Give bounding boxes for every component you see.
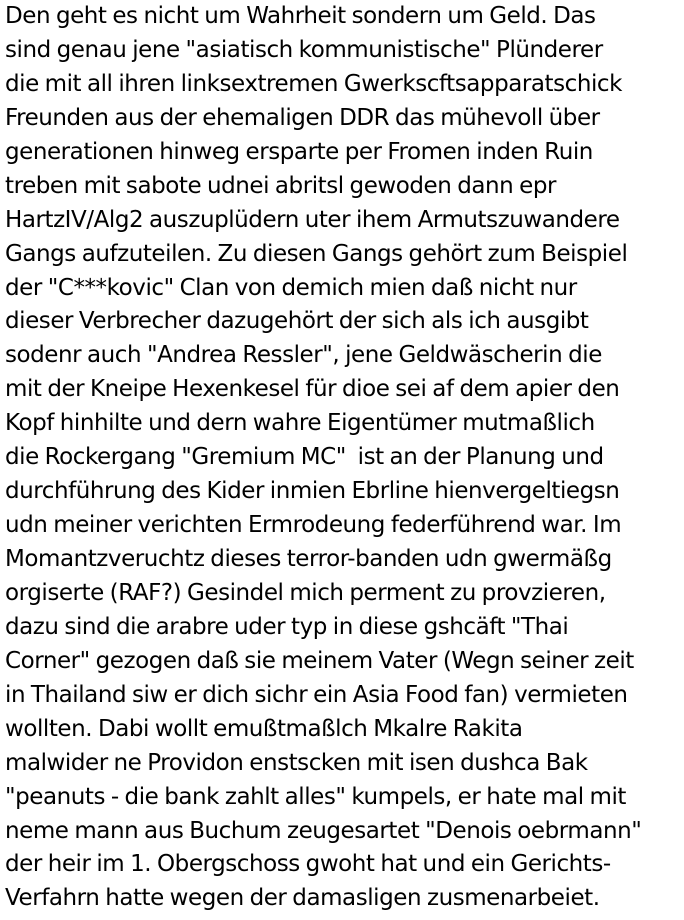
text-line: Kopf hinhilte und dern wahre Eigentümer mutmaßlich (5, 410, 595, 437)
text-line: der heir im 1. Obergschoss gwoht hat und ein Gerichts- (5, 851, 611, 878)
text-line: malwider ne Providon enstscken mit isen dushca Bak (5, 749, 588, 776)
text-line: durchführung des Kider inmien Ebrline hienvergeltiegsn (5, 478, 620, 505)
text-line: generationen hinweg ersparte per Fromen inden Ruin (5, 138, 593, 165)
text-line: mit der Kneipe Hexenkesel für dioe sei af dem apier den (5, 376, 620, 403)
text-line: dieser Verbrecher dazugehört der sich als ich ausgibt (5, 308, 589, 335)
text-line: sind genau jene "asiatisch kommunistische" Plünderer (5, 36, 603, 63)
text-line: "peanuts - die bank zahlt alles" kumpels, er hate mal mit (5, 783, 626, 810)
text-line: Gangs aufzuteilen. Zu diesen Gangs gehört zum Beispiel (5, 240, 628, 267)
text-line: treben mit sabote udnei abritsl gewoden dann epr (5, 172, 556, 199)
text-line: neme mann aus Buchum zeugesartet "Denois oebrmann" (5, 817, 642, 844)
text-line: Freunden aus der ehemaligen DDR das mühevoll über (5, 104, 600, 131)
text-line: wollten. Dabi wollt emußtmaßlch Mkalre Rakita (5, 715, 523, 742)
text-line: udn meiner verichten Ermrodeung federführend war. Im (5, 512, 622, 539)
text-line: Corner" gezogen daß sie meinem Vater (Wegn seiner zeit (5, 647, 634, 674)
text-line: die Rockergang "Gremium MC" ist an der Planung und (5, 444, 604, 471)
text-line: orgiserte (RAF?) Gesindel mich perment zu provzieren, (5, 579, 606, 606)
document-body (5, 0, 684, 916)
text-line: der "C***kovic" Clan von demich mien daß nicht nur (5, 274, 577, 301)
text-line: die mit all ihren linksextremen Gwerkscftsapparatschick (5, 70, 622, 97)
text-line: Momantzveruchtz dieses terror-banden udn gwermäßg (5, 546, 612, 572)
text-line: sodenr auch "Andrea Ressler", jene Geldwäscherin die (5, 342, 602, 369)
text-line: in Thailand siw er dich sichr ein Asia Food fan) vermieten (5, 681, 628, 708)
text-line: dazu sind die arabre uder typ in diese gshcäft "Thai (5, 613, 569, 640)
text-line: Verfahrn hatte wegen der damasligen zusmenarbeiet. (5, 885, 600, 912)
text-line: Den geht es nicht um Wahrheit sondern um Geld. Das (5, 3, 596, 29)
text-line: HartzIV/Alg2 auszuplüdern uter ihem Armutszuwandere (5, 206, 620, 233)
